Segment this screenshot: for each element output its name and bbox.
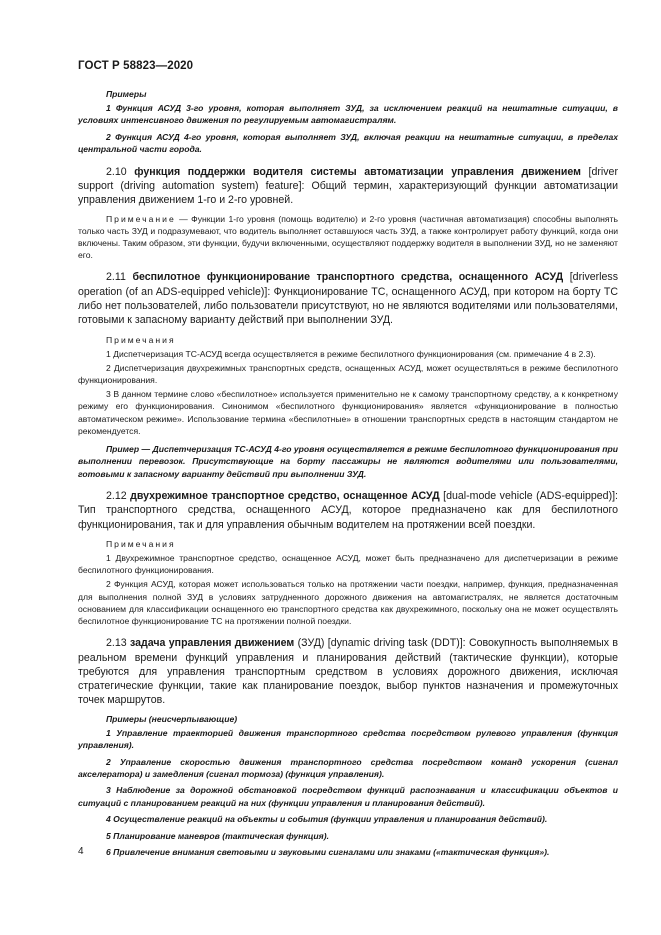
note [78,213,618,262]
example-item: 1 Управление траекторией движения транспортного средства посредством рулевого управления (функция управления). [78,727,618,751]
term-2-11 [78,270,618,327]
example-item: 2 Функция АСУД 4-го уровня, которая выполняет ЗУД, включая реакции на нештатные ситуации, в пределах центральной части города. [78,131,618,155]
notes-title: Примечания [106,334,176,345]
term-definition: [driverless operation (of an ADS-equipped vehicle)]: Функционирование ТС, оснащенного АСУД, при котором на борту ТС либо нет пользователей, либо пользователи присутствуют, но не являются водителями или пользователями, готовыми к запасному варианту действий при выполнении ЗУД. [78,271,619,327]
note-label: Примечание [106,213,176,224]
note-item: 2 Диспетчеризация двухрежимных транспортных средств, оснащенных АСУД, может осуществляться в режиме беспилотного функционирования. [78,362,618,385]
term-name: задача управления движением [130,637,295,650]
term-definition: (ЗУД) [dynamic driving task (DDT)]: Совокупность выполняемых в реальном времени функций управления и планирования действий (тактические функции), которые требуются для управления транспортным средством в условиях дорожного движения, исключая стратегические функции, такие как планирование поездок, выбор пунктов назначения и промежуточных точек маршрутов. [78,637,618,707]
term-number: 2.10 [106,165,127,178]
notes-title: Примечания [106,539,176,550]
example-item: 4 Осуществление реакций на объекты и события (функции управления и планирования действий). [106,814,548,825]
examples-block [78,88,618,156]
example-item: 2 Управление скоростью движения транспортного средства посредством команд ускорения (сигнал акселератора) и замедления (сигнал тормоза) (функция управления). [78,756,618,779]
term-number: 2.11 [106,271,126,284]
term-2-13 [78,636,618,707]
page-number: 4 [78,846,84,857]
term-2-10 [78,165,618,208]
note-item: 1 Диспетчеризация ТС-АСУД всегда осуществляется в режиме беспилотного функционирования (см. примечание 4 в 2.3). [106,348,596,359]
examples-title: Примеры [106,89,147,99]
term-name: беспилотное функционирование транспортного средства, оснащенного АСУД [132,271,564,284]
term-definition: [dual-mode vehicle (ADS-equipped)]: Тип транспортного средства, оснащенного АСУД, которое предназначено как для беспилотного функционирования, так и для управления обычным водителем на протяжении всей поездки. [78,490,618,531]
example-item: 1 Функция АСУД 3-го уровня, которая выполняет ЗУД, за исключением реакций на нештатные ситуации, в условиях интенсивного движения по регулируемым автомагистралям. [78,103,618,126]
term-2-12 [78,489,618,532]
note-item: 1 Двухрежимное транспортное средство, оснащенное АСУД, может быть предназначено для диспетчеризации в режиме беспилотного функционирования. [78,553,618,576]
standard-header: ГОСТ Р 58823—2020 [78,60,194,72]
example-item: 3 Наблюдение за дорожной обстановкой посредством функций распознавания и классификации объектов и ситуаций с планированием реакций на них (функции управления и планирования действий). [78,785,618,808]
note-text: — Функции 1-го уровня (помощь водителю) и 2-го уровня (частичная автоматизация) способны выполнять только часть ЗУД и подразумевают, что водитель выполняет оставшуюся часть ЗУД, а также контролирует работу функций, когда они включены. Таким образом, эти функции, будучи включенными, осуществляют поддержку водителя в выполнении ЗУД, но не заменяют его. [78,213,618,261]
example-item: Пример — Диспетчеризация ТС-АСУД 4-го уровня осуществляется в режиме беспилотного функционирования при выполнении перевозок. Присутствующие на борту пассажиры не являются водителями или пользователями, готовыми к запасному варианту действий при выполнении ЗУД. [78,443,618,479]
page-content [78,88,618,862]
term-name: двухрежимное транспортное средство, оснащенное АСУД [130,490,440,503]
examples-title: Примеры (неисчерпывающие) [106,713,238,724]
term-definition: [driver support (driving automation system) feature]: Общий термин, характеризующий функции автоматизации управления движением 1-го и 2-го уровней. [78,165,618,207]
term-name: функция поддержки водителя системы автоматизации управления движением [134,165,581,178]
note-item: 3 В данном термине слово «беспилотное» используется применительно не к самому транспортному средству, а к конкретному режиму его функционирования. Синонимом «беспилотного функционирования» является «функционирование в полностью автоматическом режиме». Использование термина «беспилотные» в отношении транспортных средств в настоящим стандартом не рекомендуется. [78,389,618,436]
example-item: 5 Планирование маневров (тактическая функция). [106,830,329,841]
note-item: 2 Функция АСУД, которая может использоваться только на протяжении части поездки, например, функция, предназначенная для выполнения полной ЗУД в условиях затрудненного дорожного движения на автомагистралях, не является достаточным основанием для классификации оснащенного ею транспортного средства как двухрежимного, поскольку она не может осуществлять беспилотное функционирование ТС на протяжении полной поездки. [78,579,618,627]
term-number: 2.12 [106,490,127,503]
term-number: 2.13 [106,637,127,650]
example-item: 6 Привлечение внимания световыми и звуковыми сигналами или знаками («тактическая функция»). [106,847,550,857]
